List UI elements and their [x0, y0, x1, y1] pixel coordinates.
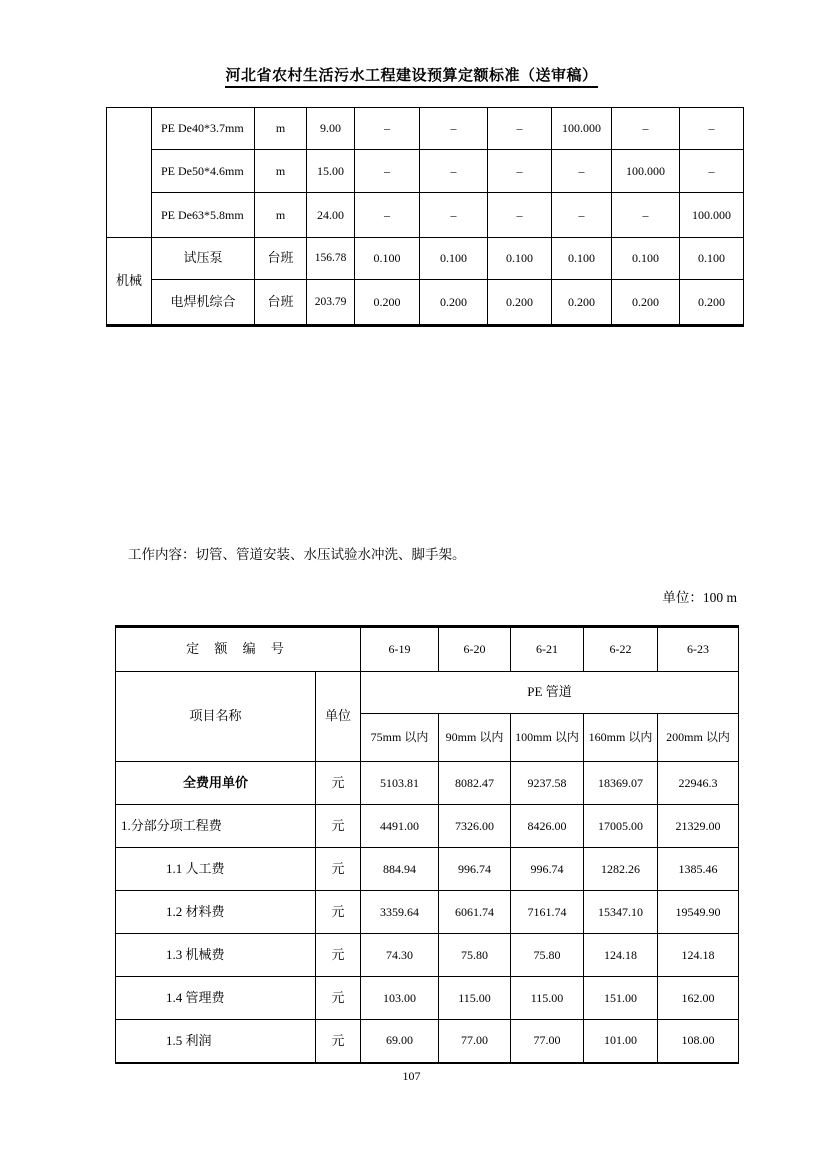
t2-value: 7161.74 — [511, 891, 584, 934]
t1-value: 0.200 — [355, 280, 420, 326]
t2-value: 15347.10 — [584, 891, 658, 934]
t2-value: 8082.47 — [439, 762, 511, 805]
t1-value: – — [488, 108, 552, 150]
t2-item-name-label: 项目名称 — [116, 672, 316, 762]
t2-row-unit: 元 — [316, 1020, 361, 1063]
t2-row-unit: 元 — [316, 977, 361, 1020]
t2-row-unit: 元 — [316, 805, 361, 848]
table-row — [116, 805, 739, 848]
t2-value: 19549.90 — [658, 891, 739, 934]
quota-price-table — [115, 625, 739, 1064]
t2-row-name: 1.3 机械费 — [116, 934, 316, 977]
t1-value: 0.200 — [612, 280, 680, 326]
t1-value: – — [488, 193, 552, 238]
t2-value: 124.18 — [658, 934, 739, 977]
t2-value: 1385.46 — [658, 848, 739, 891]
t2-value: 18369.07 — [584, 762, 658, 805]
page-number: 107 — [402, 1069, 421, 1083]
t2-row-unit: 元 — [316, 891, 361, 934]
t1-unit: m — [255, 108, 307, 150]
t2-row-name: 全费用单价 — [116, 762, 316, 805]
t2-value: 103.00 — [361, 977, 439, 1020]
t2-row-name: 1.1 人工费 — [116, 848, 316, 891]
t2-value: 77.00 — [511, 1020, 584, 1063]
unit-note: 单位：100 m — [662, 590, 737, 605]
t2-value: 101.00 — [584, 1020, 658, 1063]
t2-quota-code: 6-22 — [584, 627, 658, 672]
t2-quota-code: 6-21 — [511, 627, 584, 672]
t2-quota-number-label: 定 额 编 号 — [116, 627, 361, 672]
t2-value: 1282.26 — [584, 848, 658, 891]
t1-value: 0.200 — [680, 280, 744, 326]
t2-row-name: 1.2 材料费 — [116, 891, 316, 934]
t1-value: 100.000 — [612, 150, 680, 193]
t1-value: 0.100 — [612, 238, 680, 280]
t2-size-header: 160mm 以内 — [584, 714, 658, 762]
t2-value: 996.74 — [439, 848, 511, 891]
table-row — [116, 891, 739, 934]
t2-value: 21329.00 — [658, 805, 739, 848]
t1-category-cell-empty — [107, 108, 152, 238]
t1-value: – — [680, 108, 744, 150]
t2-size-header: 200mm 以内 — [658, 714, 739, 762]
t2-row-unit: 元 — [316, 848, 361, 891]
t1-value: – — [552, 150, 612, 193]
t1-price: 24.00 — [307, 193, 355, 238]
t2-value: 69.00 — [361, 1020, 439, 1063]
t2-size-header: 75mm 以内 — [361, 714, 439, 762]
t1-unit: 台班 — [255, 280, 307, 326]
page-title — [0, 64, 823, 85]
t2-size-header: 100mm 以内 — [511, 714, 584, 762]
t1-value: 0.200 — [488, 280, 552, 326]
t1-value: – — [612, 193, 680, 238]
t1-value: – — [355, 150, 420, 193]
t1-value: – — [488, 150, 552, 193]
table-row — [107, 280, 744, 326]
t2-value: 996.74 — [511, 848, 584, 891]
t1-value: 100.000 — [680, 193, 744, 238]
t1-value: – — [552, 193, 612, 238]
t2-unit-label: 单位 — [316, 672, 361, 762]
resource-consumption-table — [106, 107, 744, 327]
t2-row-unit: 元 — [316, 762, 361, 805]
table-row — [107, 193, 744, 238]
t1-category-machinery: 机械 — [107, 238, 152, 326]
t2-value: 17005.00 — [584, 805, 658, 848]
table-header-row — [116, 672, 739, 714]
table-row — [107, 108, 744, 150]
t1-value: – — [680, 150, 744, 193]
t1-value: 0.200 — [420, 280, 488, 326]
page-title-text: 河北省农村生活污水工程建设预算定额标准（送审稿） — [225, 68, 597, 88]
t2-value: 151.00 — [584, 977, 658, 1020]
t1-value: 0.100 — [420, 238, 488, 280]
t1-value: – — [420, 108, 488, 150]
t2-size-header: 90mm 以内 — [439, 714, 511, 762]
t1-value: – — [420, 193, 488, 238]
t2-value: 75.80 — [439, 934, 511, 977]
table-row — [107, 238, 744, 280]
t2-row-unit: 元 — [316, 934, 361, 977]
t2-quota-code: 6-20 — [439, 627, 511, 672]
t2-pipe-group-label: PE 管道 — [361, 672, 739, 714]
t2-value: 4491.00 — [361, 805, 439, 848]
t2-value: 6061.74 — [439, 891, 511, 934]
t2-value: 22946.3 — [658, 762, 739, 805]
t1-unit: m — [255, 193, 307, 238]
t2-value: 162.00 — [658, 977, 739, 1020]
t1-value: 0.100 — [355, 238, 420, 280]
t2-quota-code: 6-19 — [361, 627, 439, 672]
t2-value: 115.00 — [439, 977, 511, 1020]
t2-value: 77.00 — [439, 1020, 511, 1063]
table-row — [107, 150, 744, 193]
t2-row-name: 1.分部分项工程费 — [116, 805, 316, 848]
t2-value: 115.00 — [511, 977, 584, 1020]
t1-value: 0.100 — [680, 238, 744, 280]
work-content-note: 工作内容：切管、管道安装、水压试验水冲洗、脚手架。 — [128, 547, 466, 562]
t2-value: 3359.64 — [361, 891, 439, 934]
t1-price: 203.79 — [307, 280, 355, 326]
t2-row-name: 1.4 管理费 — [116, 977, 316, 1020]
t1-value: 0.100 — [488, 238, 552, 280]
t2-value: 5103.81 — [361, 762, 439, 805]
t1-value: – — [420, 150, 488, 193]
t2-value: 8426.00 — [511, 805, 584, 848]
table-row — [116, 848, 739, 891]
t1-price: 156.78 — [307, 238, 355, 280]
t2-value: 9237.58 — [511, 762, 584, 805]
t2-value: 108.00 — [658, 1020, 739, 1063]
t1-value: – — [355, 108, 420, 150]
table-row — [116, 977, 739, 1020]
t2-value: 7326.00 — [439, 805, 511, 848]
t1-item-name: 试压泵 — [152, 238, 255, 280]
table-row — [116, 934, 739, 977]
t2-row-name: 1.5 利润 — [116, 1020, 316, 1063]
t1-unit: m — [255, 150, 307, 193]
t2-quota-code: 6-23 — [658, 627, 739, 672]
t1-price: 9.00 — [307, 108, 355, 150]
table-header-row — [116, 627, 739, 672]
t1-item-name: 电焊机综合 — [152, 280, 255, 326]
t2-value: 124.18 — [584, 934, 658, 977]
t1-unit: 台班 — [255, 238, 307, 280]
table-row — [116, 1020, 739, 1063]
table-row — [116, 762, 739, 805]
t2-value: 74.30 — [361, 934, 439, 977]
t1-value: – — [612, 108, 680, 150]
t1-item-name: PE De40*3.7mm — [152, 108, 255, 150]
t1-value: 0.200 — [552, 280, 612, 326]
t1-price: 15.00 — [307, 150, 355, 193]
t2-value: 75.80 — [511, 934, 584, 977]
t1-item-name: PE De63*5.8mm — [152, 193, 255, 238]
t1-value: 100.000 — [552, 108, 612, 150]
t1-item-name: PE De50*4.6mm — [152, 150, 255, 193]
t1-value: – — [355, 193, 420, 238]
t2-value: 884.94 — [361, 848, 439, 891]
t1-value: 0.100 — [552, 238, 612, 280]
